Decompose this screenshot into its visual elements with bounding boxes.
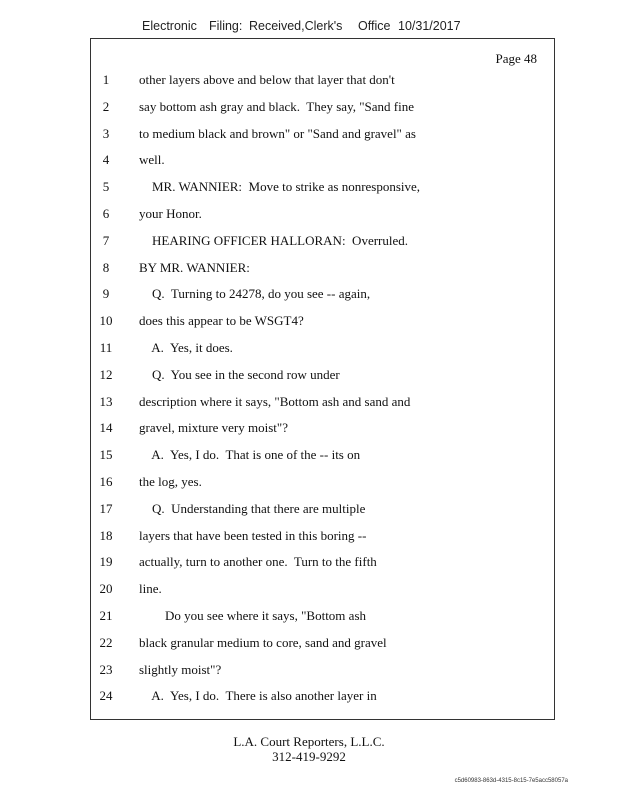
line-text: Do you see where it says, "Bottom ash (139, 608, 366, 623)
line-text: MR. WANNIER: Move to strike as nonresponsive, (139, 179, 421, 195)
line-text: A. Yes, it does. (139, 340, 233, 355)
transcript-line (91, 501, 554, 521)
transcript-line (91, 474, 554, 494)
transcript-line (91, 554, 554, 574)
filing-header-office: Office (358, 19, 391, 33)
transcript-line (91, 340, 554, 360)
line-text: line. (139, 581, 162, 597)
line-number: 1 (102, 72, 110, 87)
footer-company: L.A. Court Reporters, L.L.C. (233, 734, 385, 749)
line-number: 18 (99, 527, 113, 543)
line-text: slightly moist"? (139, 661, 222, 677)
line-number: 14 (99, 420, 113, 436)
transcript-line (91, 286, 554, 306)
transcript-lines (91, 39, 554, 719)
filing-header-filing: Filing: (209, 19, 243, 33)
transcript-line (91, 662, 554, 682)
line-text: your Honor. (139, 206, 202, 221)
filing-header-electronic: Electronic (142, 19, 197, 33)
line-text: BY MR. WANNIER: (139, 259, 250, 275)
line-number: 6 (102, 206, 110, 221)
line-text: Q. Understanding that there are multiple (139, 500, 366, 516)
line-number: 7 (102, 232, 110, 248)
transcript-line (91, 260, 554, 280)
transcript-line (91, 367, 554, 387)
line-text: A. Yes, I do. That is one of the -- its on (139, 447, 361, 463)
line-number: 17 (99, 500, 113, 516)
transcript-line (91, 206, 554, 226)
filing-header (0, 19, 618, 37)
line-number: 12 (99, 366, 113, 382)
transcript-line (91, 72, 554, 92)
line-number: 19 (99, 554, 113, 570)
line-text: layers that have been tested in this boring -- (139, 527, 367, 543)
transcript-page (90, 38, 555, 720)
line-text: to medium black and brown" or "Sand and gravel" as (139, 125, 416, 141)
line-number: 9 (102, 286, 110, 302)
line-number: 21 (99, 608, 113, 623)
line-number: 16 (99, 474, 113, 489)
line-text: actually, turn to another one. Turn to the fifth (139, 554, 377, 570)
page-number: Page 48 (495, 51, 537, 66)
line-text: well. (139, 152, 165, 168)
footer-phone: 312-419-9292 (272, 749, 346, 764)
transcript-line (91, 688, 554, 708)
line-number: 20 (99, 581, 113, 597)
transcript-line (91, 581, 554, 601)
line-text: black granular medium to core, sand and gravel (139, 634, 387, 650)
line-number: 5 (102, 179, 110, 195)
filing-header-received: Received,Clerk's (249, 19, 343, 33)
line-text: description where it says, "Bottom ash and sand and (139, 393, 411, 409)
line-number: 10 (99, 313, 113, 329)
line-number: 3 (102, 125, 110, 141)
line-text: the log, yes. (139, 474, 202, 489)
line-number: 24 (99, 688, 113, 704)
line-text: HEARING OFFICER HALLORAN: Overruled. (139, 232, 409, 248)
line-text: A. Yes, I do. There is also another layer in (139, 688, 377, 704)
document-id: c5d60983-863d-4315-8c15-7e5acc58057a (454, 778, 568, 784)
transcript-line (91, 126, 554, 146)
transcript-line (91, 99, 554, 119)
line-number: 11 (99, 340, 113, 355)
line-number: 15 (99, 447, 113, 463)
transcript-line (91, 313, 554, 333)
line-number: 4 (102, 152, 110, 168)
transcript-line (91, 528, 554, 548)
filing-header-date: 10/31/2017 (398, 19, 461, 33)
transcript-line (91, 420, 554, 440)
line-text: say bottom ash gray and black. They say, "Sand fine (139, 98, 414, 114)
line-number: 8 (102, 259, 110, 275)
line-number: 23 (99, 661, 113, 677)
transcript-line (91, 608, 554, 628)
transcript-line (91, 233, 554, 253)
line-text: other layers above and below that layer that don't (139, 72, 395, 87)
line-text: gravel, mixture very moist"? (139, 420, 288, 436)
line-text: Q. You see in the second row under (139, 366, 340, 382)
line-number: 22 (99, 634, 113, 650)
transcript-line (91, 152, 554, 172)
transcript-line (91, 394, 554, 414)
line-number: 2 (102, 98, 110, 114)
transcript-line (91, 179, 554, 199)
transcript-line (91, 447, 554, 467)
line-text: Q. Turning to 24278, do you see -- again, (139, 286, 371, 302)
line-text: does this appear to be WSGT4? (139, 313, 304, 329)
transcript-line (91, 635, 554, 655)
line-number: 13 (99, 393, 113, 409)
